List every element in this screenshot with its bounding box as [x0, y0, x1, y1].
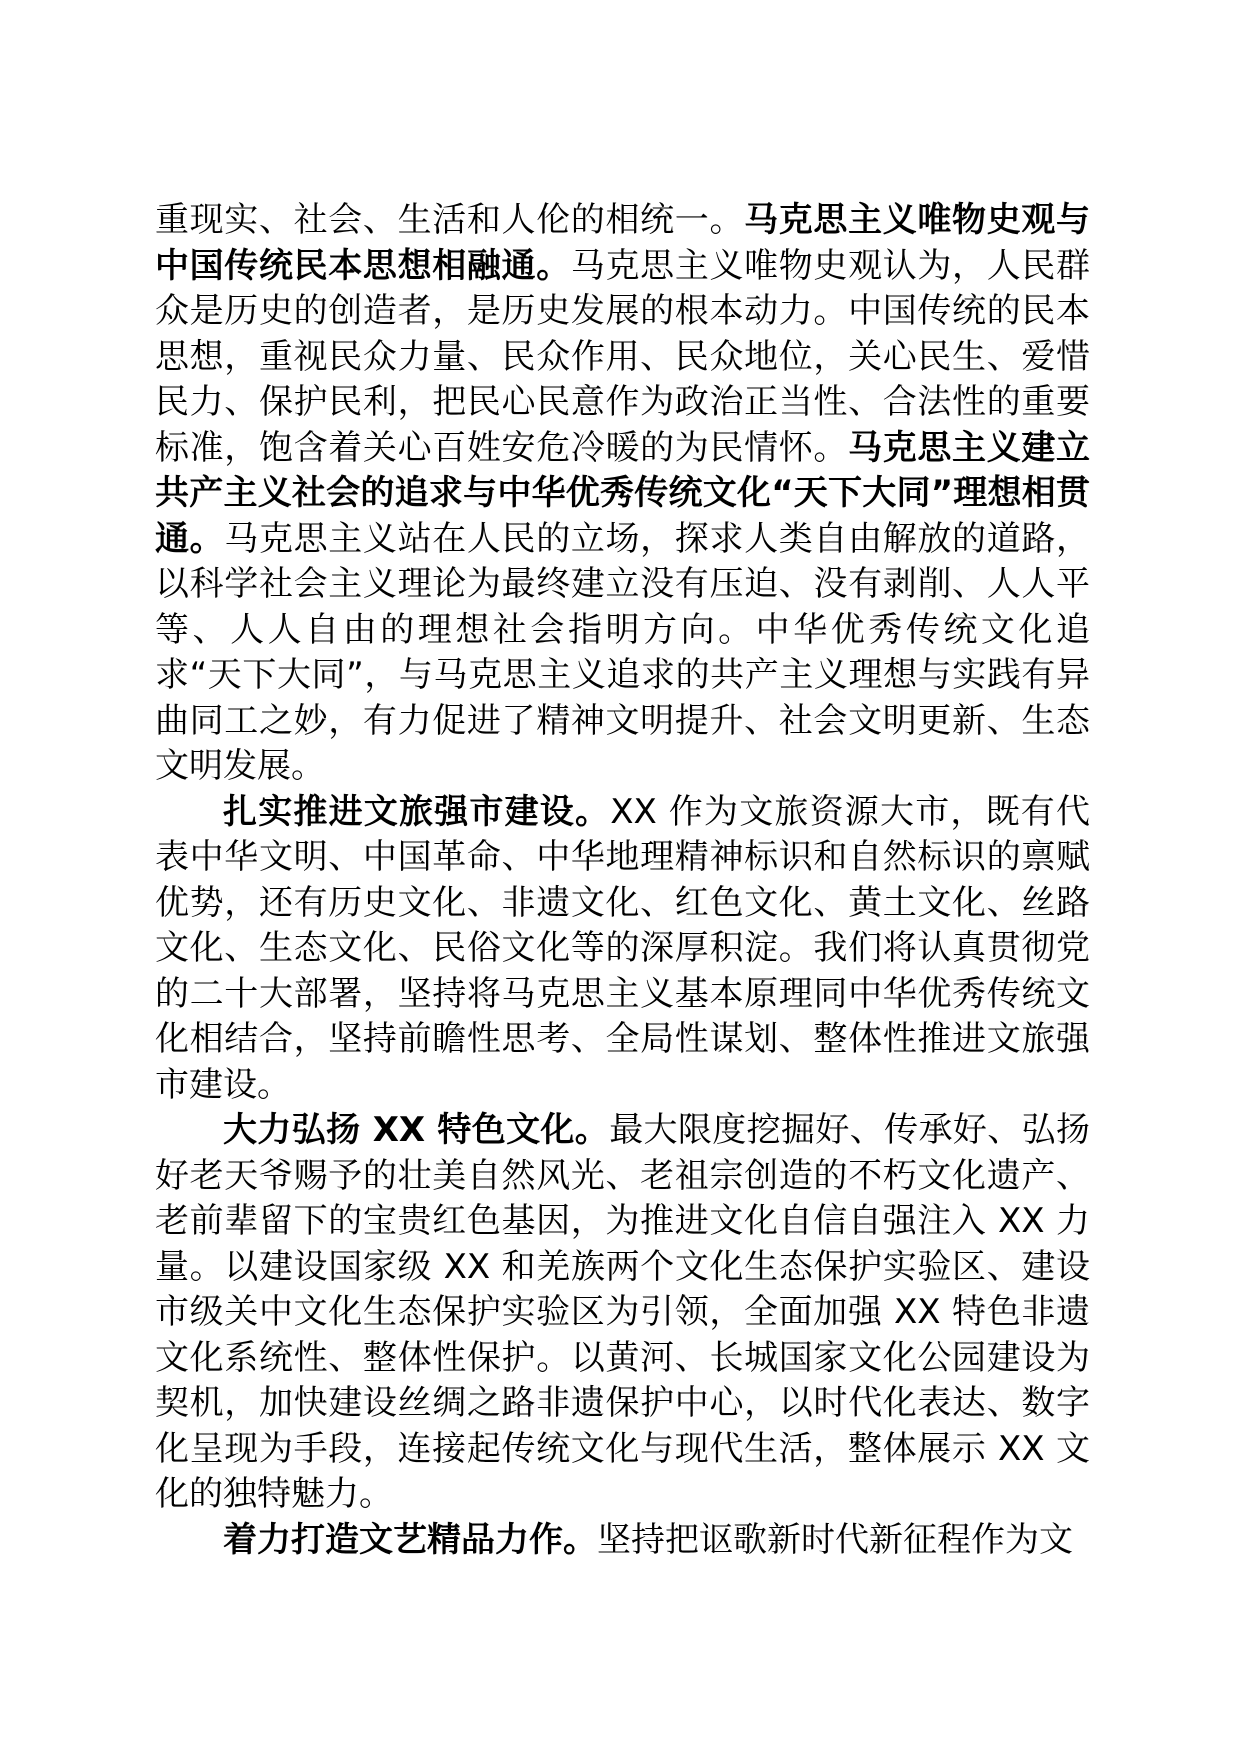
- document-page: [155, 198, 1090, 1563]
- paragraph-text: 重现实、社会、生活和人伦的相统一。: [155, 200, 745, 240]
- paragraph-art-works: [155, 1518, 1090, 1564]
- paragraph-tourism-city: [155, 790, 1090, 1109]
- paragraph-text: 坚持把讴歌新时代新征程作为文: [597, 1519, 1073, 1560]
- paragraph-text: 最大限度挖掘好、传承好、弘扬好老天爷赐予的壮美自然风光、老祖宗创造的不朽文化遗产、老前辈留下的宝贵红色基因，为推进文化自信自强注入 XX 力量。以建设国家级 XX 和羌族两个文化生态保护实验区、建设市级关中文化生态保护实验区为引领，全面加强 XX 特色非遗文化系统性、整体性保护。以黄河、长城国家文化公园建设为契机，加快建设丝绸之路非遗保护中心，以时代化表达、数字化呈现为手段，连接起传统文化与现代生活，整体展示 XX 文化的独特魅力。: [155, 1110, 1091, 1514]
- bold-heading-great-harmony: 马克思主义建立共产主义社会的追求与中华优秀传统文化“天下大同”理想相贯通。: [155, 427, 1091, 559]
- paragraph-text: 马克思主义唯物史观认为，人民群众是历史的创造者，是历史发展的根本动力。中国传统的民本思想，重视民众力量、民众作用、民众地位，关心民生、爱惜民力、保护民利，把民心民意作为政治正当性、合法性的重要标准，饱含着关心百姓安危冷暖的为民情怀。: [155, 245, 1091, 468]
- bold-heading-people-oriented: 马克思主义唯物史观与中国传统民本思想相融通。: [155, 200, 1091, 286]
- bold-heading-tourism-city: 扎实推进文旅强市建设。: [223, 791, 611, 832]
- bold-heading-art-works: 着力打造文艺精品力作。: [223, 1519, 597, 1560]
- paragraph-text: 马克思主义站在人民的立场，探求人类自由解放的道路，以科学社会主义理论为最终建立没有压迫、没有剥削、人人平等、人人自由的理想社会指明方向。中华优秀传统文化追求“天下大同”，与马克思主义追求的共产主义理想与实践有异曲同工之妙，有力促进了精神文明提升、社会文明更新、生态文明发展。: [155, 518, 1091, 786]
- bold-heading-special-culture: 大力弘扬 XX 特色文化。: [223, 1110, 610, 1150]
- paragraph-text: XX 作为文旅资源大市，既有代表中华文明、中国革命、中华地理精神标识和自然标识的禀赋优势，还有历史文化、非遗文化、红色文化、黄土文化、丝路文化、生态文化、民俗文化等的深厚积淀。我们将认真贯彻党的二十大部署，坚持将马克思主义基本原理同中华优秀传统文化相结合，坚持前瞻性思考、全局性谋划、整体性推进文旅强市建设。: [155, 791, 1090, 1105]
- paragraph-marxism-integration: [155, 198, 1090, 790]
- paragraph-special-culture: [155, 1108, 1090, 1518]
